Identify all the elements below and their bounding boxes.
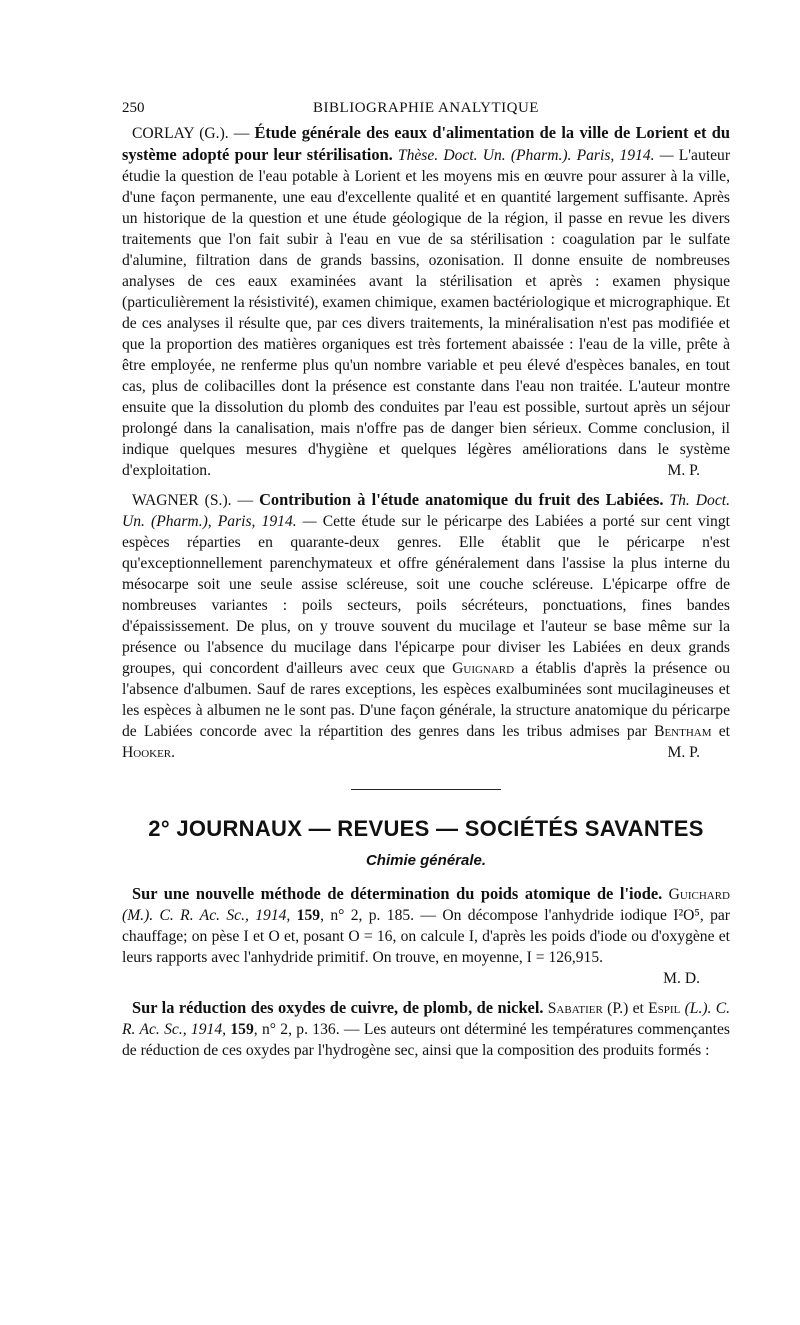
article-citation-end: , n° 2, p. 185. —	[320, 907, 443, 924]
entry-title: Contribution à l'étude anatomique du fruit des Labiées.	[259, 490, 664, 509]
entry-author: WAGNER (S.). —	[132, 492, 260, 509]
article-title: Sur une nouvelle méthode de détermination du poids atomique de l'iode.	[132, 884, 663, 903]
page-header	[122, 100, 730, 122]
journal-article-reduction	[122, 997, 730, 1061]
entry-body: L'auteur étudie la question de l'eau potable à Lorient et les moyens mis en œuvre pour assurer à la ville, d'une façon permanente, une eau d'excellente qualité et en quantité largement suffisante. Après un historique de la question et une étude géologique de la région, il passe en revue les divers traitements que l'on fait subir à l'eau en vue de sa stérilisation : coagulation par le sulfate d'alumine, filtration dans de grands bassins, ozonisation. Il donne ensuite de nombreuses analyses de ces eaux examinées avant la stérilisation et après : examen physique (particulièrement la résistivité), examen chimique, examen bactériologique et micrographique. Et de ces analyses il résulte que, par ces divers traitements, la minéralisation n'est pas modifiée et que la proportion des matières organiques est très fortement abaissée : l'eau de la ville, prête à être employée, ne renferme plus qu'un nombre variable et peu élevé d'espèces banales, en tout cas, plus de colibacilles dont la présence est constante dans l'eau non traitée. L'auteur montre ensuite que la dissolution du plomb des conduites par l'eau est possible, surtout après un séjour prolongé dans la canalisation, mais n'offre pas de danger bien sérieux. Comme conclusion, il indique quelques mesures d'hygiène et quelques légères améliorations dans le système d'exploitation.	[122, 147, 731, 479]
section-divider	[351, 789, 501, 790]
cited-name: Hooker	[122, 744, 172, 761]
bibliography-entry-wagner	[122, 489, 730, 763]
article-title: Sur la réduction des oxydes de cuivre, de plomb, de nickel.	[132, 998, 544, 1017]
entry-author: CORLAY (G.). —	[132, 125, 255, 142]
article-citation: (M.). C. R. Ac. Sc., 1914,	[122, 907, 297, 924]
cited-name: Guignard	[452, 660, 515, 677]
article-citation-end: , n° 2, p. 136. —	[253, 1021, 364, 1038]
running-head: BIBLIOGRAPHIE ANALYTIQUE	[313, 100, 539, 116]
entry-body-part: Cette étude sur le péricarpe des Labiées a porté sur cent vingt espèces réparties en quarante-deux genres. Elle établit que le péricarpe n'est qu'exceptionnellement parenchymateux et offre généralement dans l'assise la plus interne du mésocarpe soit une seule assise scléreuse, soit une couche scléreuse. L'épicarpe offre de nombreuses variantes : poils secteurs, poils sécréteurs, ponctuations, fines bandes d'épaississement. De plus, on y trouve souvent du mucilage et l'auteur se base même sur la présence ou l'absence du mucilage dans l'épicarpe pour diviser les Labiées en deux grands groupes, qui concordent d'ailleurs avec ceux que	[122, 513, 730, 677]
entry-signature: M. P.	[667, 462, 700, 479]
bibliography-entry-corlay	[122, 122, 730, 481]
page	[122, 100, 730, 1061]
entry-citation: Th. Doct. Un. (Pharm.), Paris, 1914. —	[122, 492, 730, 530]
article-volume: 159	[230, 1021, 254, 1038]
journal-article-iode	[122, 883, 730, 989]
subsection-title: Chimie générale.	[365, 852, 487, 869]
entry-body-part: a établis d'après la présence ou l'absence d'albumen. Sauf de rares exceptions, les espèces exalbuminées sont mucilagineuses et les espèces à albumen ne le sont pas. D'une façon générale, la structure anatomique du péricarpe de Labiées concorde avec la répartition des genres dans les tribus admises par	[122, 660, 730, 740]
article-author: Sabatier	[543, 1000, 603, 1017]
article-author-initials: (P.) et	[602, 1000, 649, 1017]
article-volume: 159	[296, 907, 321, 924]
cited-name: Bentham	[654, 723, 712, 740]
article-signature: M. D.	[663, 970, 700, 987]
article-author: Guichard	[662, 886, 730, 903]
article-citation: (L.). C. R. Ac. Sc., 1914,	[122, 1000, 730, 1038]
article-body: Les auteurs ont déterminé les températures commençantes de réduction de ces oxydes par l'hydrogène sec, ainsi que la composition des produits formés :	[122, 1021, 730, 1059]
article-body: On décompose l'anhydride iodique I²O⁵, par chauffage; on pèse I et O et, posant O = 16, on calcule I, d'après les poids d'iode ou d'oxygène et leurs rapports avec l'anhydride primitif. On trouve, en moyenne, I = 126,915.	[122, 907, 730, 966]
entry-body-part: et	[711, 723, 730, 740]
section-title: 2° JOURNAUX — REVUES — SOCIÉTÉS SAVANTES	[148, 816, 704, 841]
page-number: 250	[122, 100, 145, 116]
entry-title: Étude générale des eaux d'alimentation de la ville de Lorient et du système adopté pour leur stérilisation.	[122, 123, 731, 164]
entry-signature: M. P.	[667, 744, 700, 761]
article-author: Espil	[648, 1000, 681, 1017]
entry-citation: Thèse. Doct. Un. (Pharm.). Paris, 1914. —	[392, 147, 679, 164]
entry-body-part: .	[171, 744, 176, 761]
